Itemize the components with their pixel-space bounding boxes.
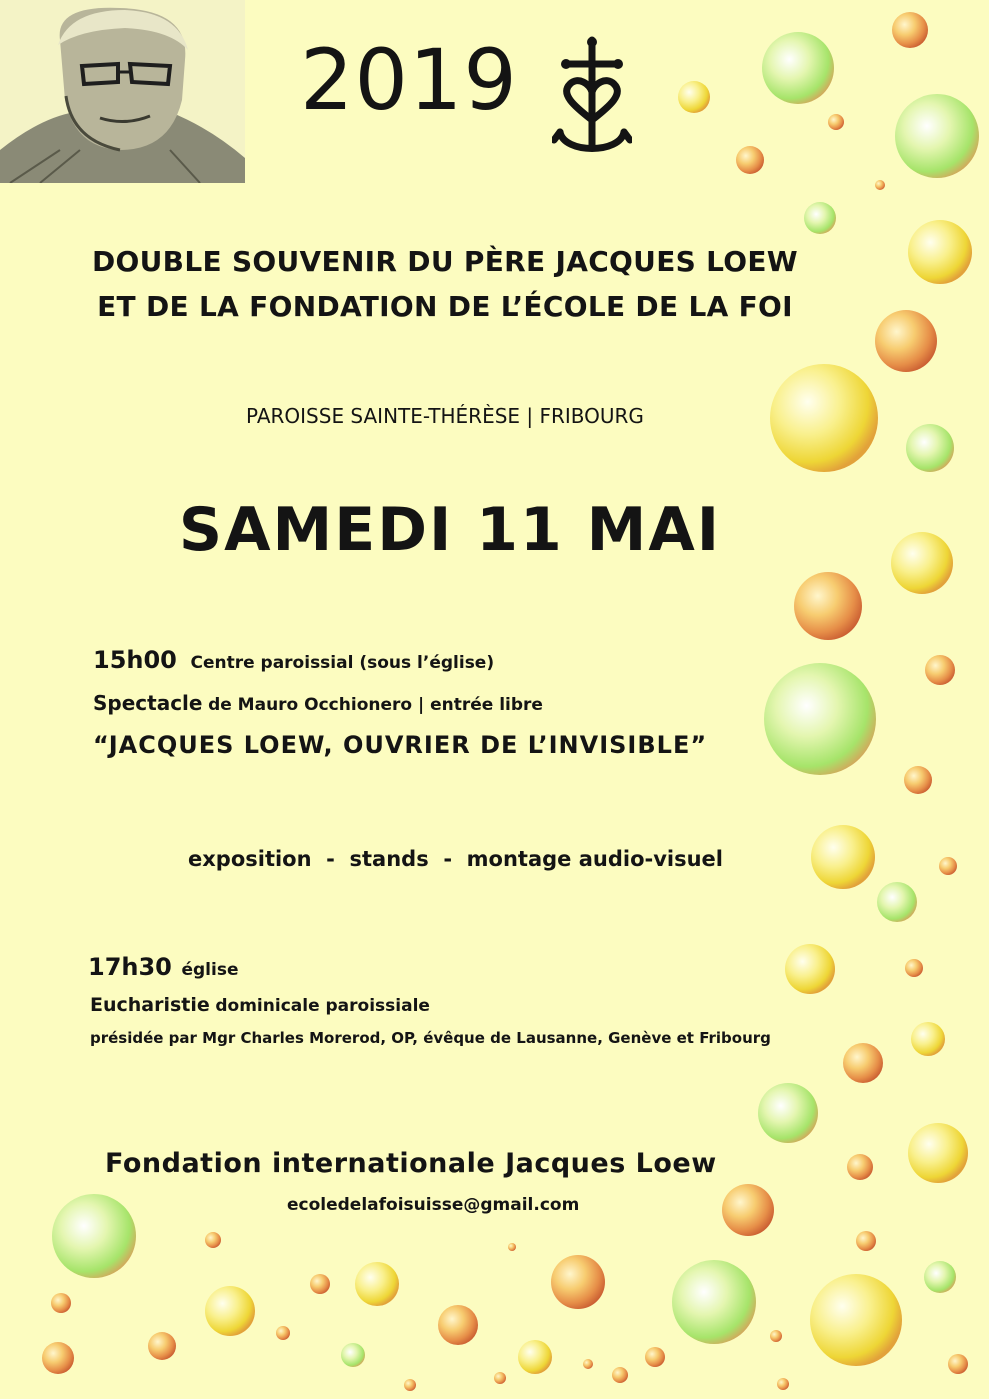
bubble [645, 1347, 665, 1367]
bubble [52, 1194, 136, 1278]
bubble [438, 1305, 478, 1345]
location: PAROISSE SAINTE-THÉRÈSE | FRIBOURG [246, 404, 644, 428]
bubble [310, 1274, 330, 1294]
bubble [736, 146, 764, 174]
bubble [906, 424, 954, 472]
event-date: SAMEDI 11 MAI [178, 495, 722, 565]
bubble [205, 1232, 221, 1248]
bubble [758, 1083, 818, 1143]
event1-line [93, 648, 494, 672]
event2-time: 17h30 [88, 953, 172, 981]
bubble [678, 81, 710, 113]
bubble [494, 1372, 506, 1384]
bubble [904, 766, 932, 794]
bubble [205, 1286, 255, 1336]
bubble [924, 1261, 956, 1293]
bubble [148, 1332, 176, 1360]
event2-details: dominicale paroissiale [215, 996, 430, 1016]
bubble [875, 310, 937, 372]
portrait-image [0, 0, 245, 183]
bubble [777, 1378, 789, 1390]
title-line-1: DOUBLE SOUVENIR DU PÈRE JACQUES LOEW [92, 245, 798, 278]
event1-time: 15h00 [93, 646, 177, 674]
bubble [925, 655, 955, 685]
bubble [908, 220, 972, 284]
event2-kind: Eucharistie [90, 994, 210, 1016]
bubble [762, 32, 834, 104]
bubble [518, 1340, 552, 1374]
bubble [891, 532, 953, 594]
bubble [42, 1342, 74, 1374]
bubble [905, 959, 923, 977]
bubble [877, 882, 917, 922]
bubble [51, 1293, 71, 1313]
bubble [810, 1274, 902, 1366]
year: 2019 [300, 31, 518, 129]
bubble [892, 12, 928, 48]
bubble [856, 1231, 876, 1251]
bubble [276, 1326, 290, 1340]
event2-description [90, 996, 430, 1015]
bubble [828, 114, 844, 130]
bubble [843, 1043, 883, 1083]
bubble [583, 1359, 593, 1369]
show-title: “JACQUES LOEW, OUVRIER DE L’INVISIBLE” [93, 731, 708, 759]
bubble [785, 944, 835, 994]
event1-details: de Mauro Occhionero | entrée libre [208, 695, 543, 715]
bubble [508, 1243, 516, 1251]
bubble [908, 1123, 968, 1183]
organization: Fondation internationale Jacques Loew [105, 1148, 717, 1179]
bubble [341, 1343, 365, 1367]
contact-email: ecoledelafoisuisse@gmail.com [287, 1195, 580, 1215]
event2-place: église [181, 960, 239, 980]
event2-line [88, 955, 238, 979]
activities: exposition - stands - montage audio-visuel [188, 847, 723, 871]
bubble [847, 1154, 873, 1180]
bubble [911, 1022, 945, 1056]
bubble [794, 572, 862, 640]
bubble [551, 1255, 605, 1309]
bubble [804, 202, 836, 234]
bubble [811, 825, 875, 889]
bubble [895, 94, 979, 178]
event1-place: Centre paroissial (sous l’église) [190, 653, 495, 673]
event1-kind: Spectacle [93, 691, 203, 715]
bubble [939, 857, 957, 875]
event1-description [93, 693, 543, 714]
presided-by: présidée par Mgr Charles Morerod, OP, évêque de Lausanne, Genève et Fribourg [90, 1029, 771, 1047]
bubble [404, 1379, 416, 1391]
bubble [875, 180, 885, 190]
bubble [770, 364, 878, 472]
bubble [764, 663, 876, 775]
bubble [770, 1330, 782, 1342]
bubble [612, 1367, 628, 1383]
bubble [672, 1260, 756, 1344]
camargue-cross-icon [552, 36, 632, 158]
title-line-2: ET DE LA FONDATION DE L’ÉCOLE DE LA FOI [97, 290, 793, 323]
bubble [722, 1184, 774, 1236]
bubble [948, 1354, 968, 1374]
bubble [355, 1262, 399, 1306]
